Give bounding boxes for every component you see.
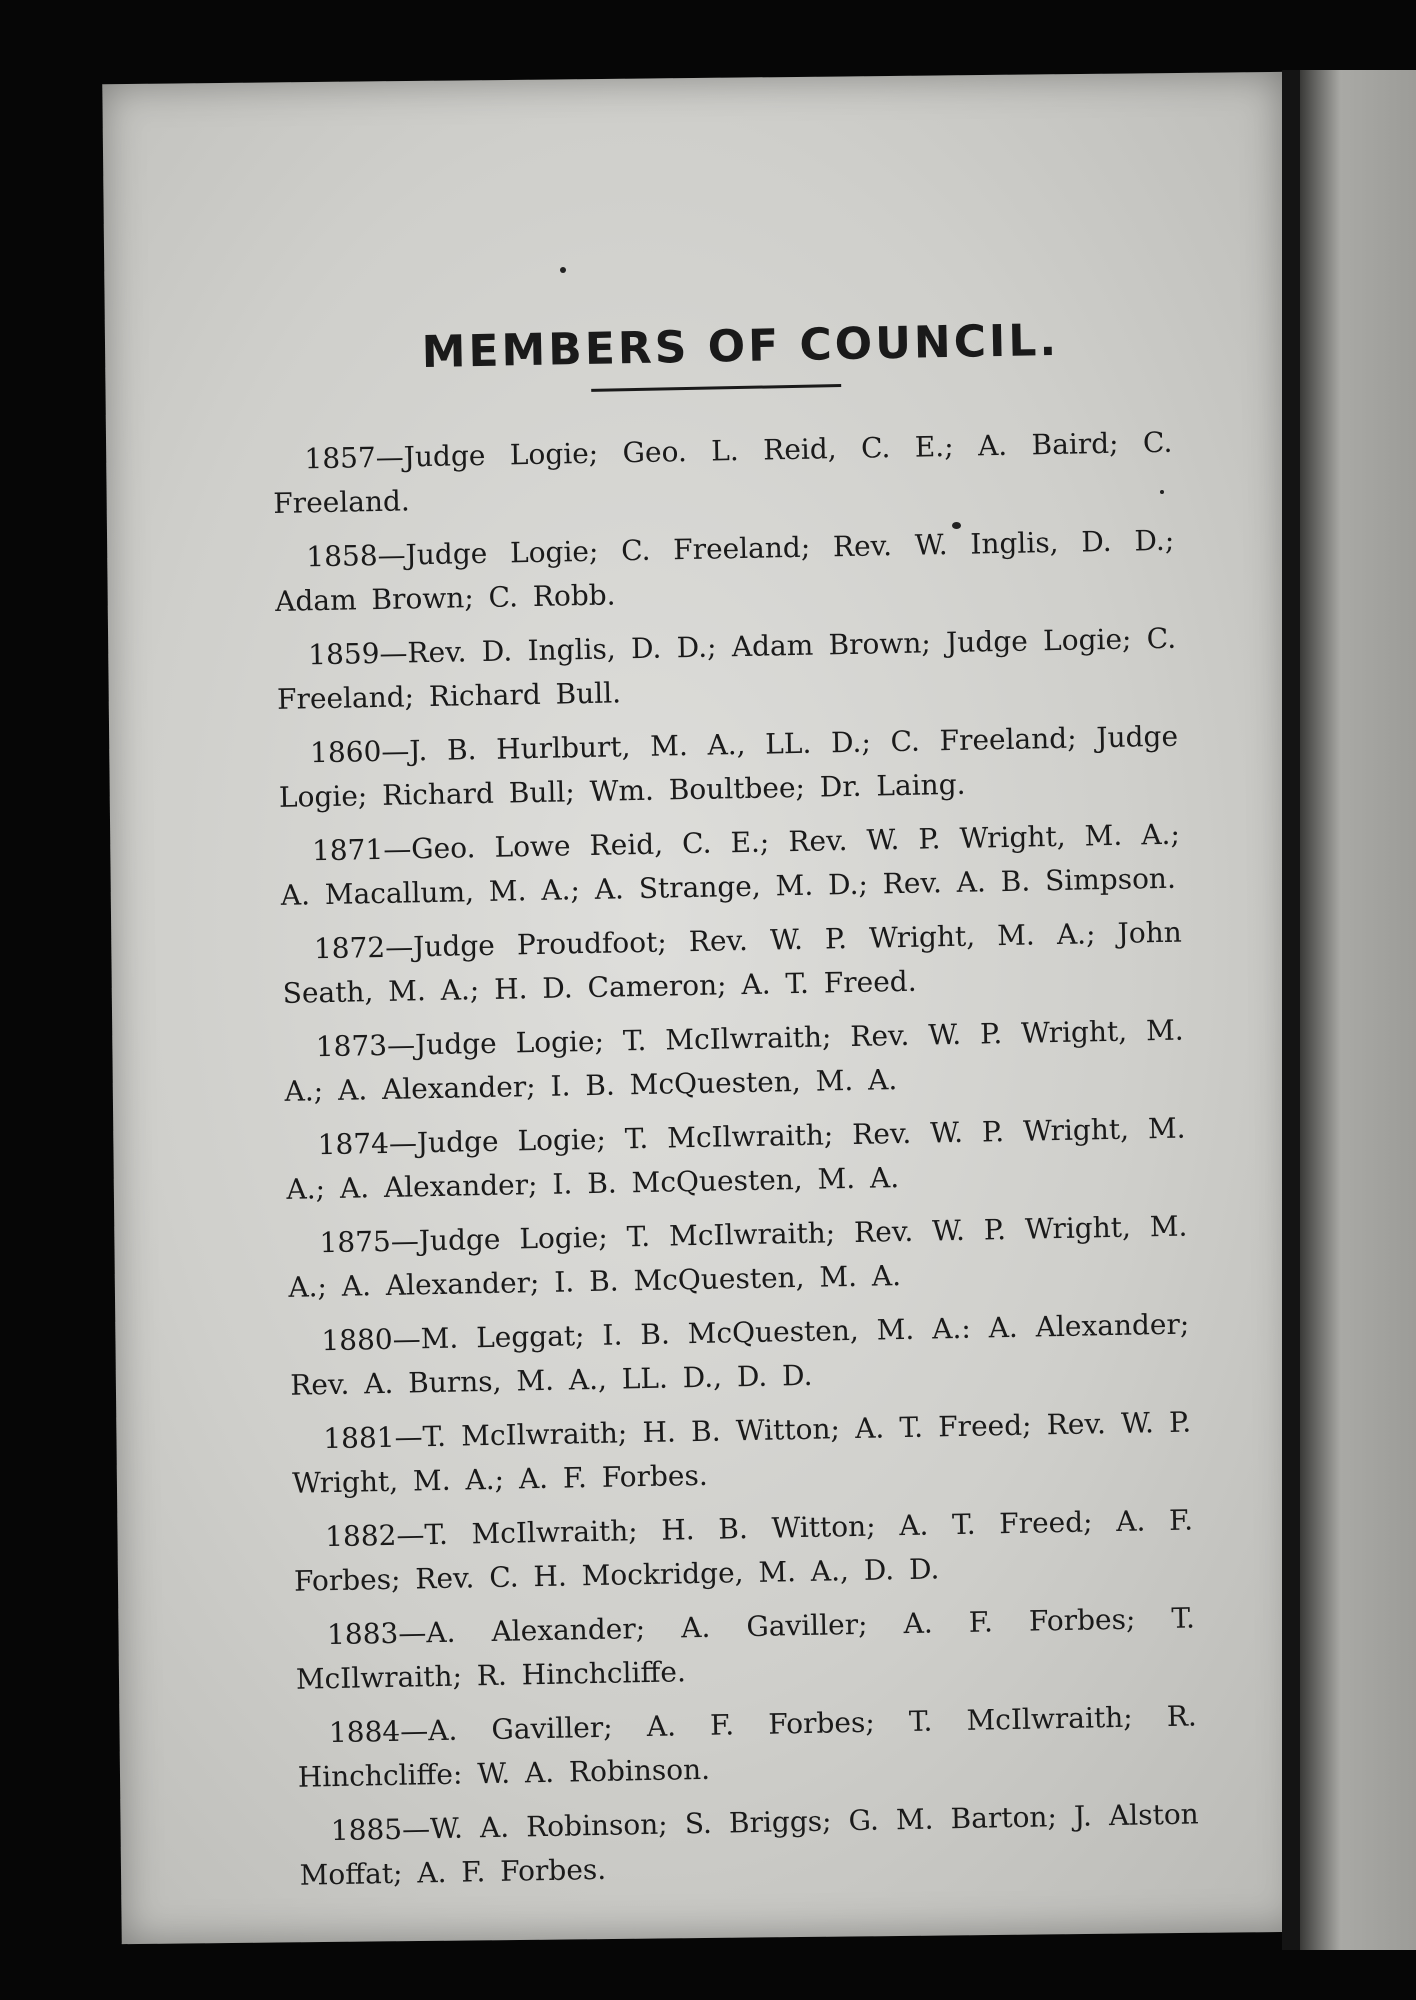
entry-members: M. Leggat; I. B. McQuesten, M. A.: A. Alexander; Rev. A. Burns, M. A., LL. D., D. D.	[289, 1307, 1190, 1402]
entry-year: 1884	[328, 1714, 401, 1750]
page-title: MEMBERS OF COUNCIL.	[421, 314, 1060, 379]
council-entry	[274, 519, 1176, 624]
council-entry	[295, 1596, 1197, 1701]
entry-dash: —	[396, 1518, 425, 1552]
entry-members: Judge Proudfoot; Rev. W. P. Wright, M. A.; John Seath, M. A.; H. D. Cameron; A. T. Freed.	[282, 915, 1183, 1010]
ink-speck	[560, 267, 566, 273]
entry-year: 1880	[321, 1322, 393, 1358]
page-content	[270, 313, 1200, 1908]
entry-year: 1873	[315, 1028, 388, 1064]
entry-members: Judge Logie; C. Freeland; Rev. W. Inglis, D. D.; Adam Brown; C. Robb.	[274, 523, 1175, 618]
entry-dash: —	[392, 1322, 421, 1356]
entry-members: Judge Logie; Geo. L. Reid, C. E.; A. Baird; C. Freeland.	[273, 425, 1173, 520]
entry-members: Geo. Lowe Reid, C. E.; Rev. W. P. Wright, M. A.; A. Macallum, M. A.; A. Strange, M. D.; Rev. A. B. Simpson.	[280, 817, 1181, 912]
entry-members: Rev. D. Inglis, D. D.; Adam Brown; Judge Logie; C. Freeland; Richard Bull.	[276, 621, 1177, 716]
entry-members: T. McIlwraith; H. B. Witton; A. T. Freed; Rev. W. P. Wright, M. A.; A. F. Forbes.	[291, 1405, 1192, 1500]
council-entry	[283, 1009, 1185, 1114]
entry-year: 1875	[319, 1224, 392, 1260]
council-entry	[281, 911, 1183, 1016]
entry-dash: —	[379, 636, 408, 670]
council-entry	[298, 1792, 1200, 1897]
entry-dash: —	[390, 1224, 420, 1258]
entry-members: W. A. Robinson; S. Briggs; G. M. Barton; J. Alston Moffat; A. F. Forbes.	[299, 1797, 1199, 1892]
council-entry	[280, 813, 1182, 918]
entry-dash: —	[401, 1812, 431, 1846]
entry-dash: —	[375, 440, 405, 474]
entry-year: 1885	[330, 1812, 403, 1848]
entry-members: Judge Logie; T. McIlwraith; Rev. W. P. Wright, M. A.; A. Alexander; I. B. McQuesten, M. A.	[288, 1209, 1188, 1304]
entry-dash: —	[384, 930, 414, 964]
entry-dash: —	[377, 538, 406, 572]
entry-year: 1874	[317, 1126, 390, 1162]
entry-year: 1882	[324, 1518, 397, 1554]
entry-year: 1871	[311, 832, 384, 868]
title-rule	[591, 384, 841, 392]
entry-year: 1860	[309, 734, 382, 770]
council-entry	[272, 421, 1174, 526]
council-entry	[278, 715, 1180, 820]
entry-dash: —	[381, 734, 410, 768]
facing-page-edge	[1300, 70, 1416, 1950]
entry-year: 1859	[307, 636, 380, 672]
entry-year: 1883	[326, 1616, 399, 1652]
entry-dash: —	[394, 1420, 423, 1454]
entry-members: Judge Logie; T. McIlwraith; Rev. W. P. Wright, M. A.; A. Alexander; I. B. McQuesten, M. A.	[286, 1111, 1186, 1206]
entry-members: J. B. Hurlburt, M. A., LL. D.; C. Freeland; Judge Logie; Richard Bull; Wm. Boultbee; Dr. Laing.	[278, 719, 1179, 814]
entry-year: 1858	[306, 538, 378, 574]
entry-dash: —	[386, 1028, 416, 1062]
council-list	[272, 421, 1200, 1898]
entry-dash: —	[397, 1616, 427, 1650]
council-entry	[297, 1694, 1199, 1799]
entry-dash: —	[382, 832, 412, 866]
council-entry	[276, 617, 1178, 722]
entry-members: A. Gaviller; A. F. Forbes; T. McIlwraith; R. Hinchcliffe: W. A. Robinson.	[297, 1699, 1198, 1794]
council-entry	[287, 1205, 1189, 1310]
council-entry	[289, 1303, 1191, 1408]
entry-year: 1872	[313, 930, 386, 966]
entry-year: 1857	[304, 440, 377, 476]
entry-members: Judge Logie; T. McIlwraith; Rev. W. P. Wright, M. A.; A. Alexander; I. B. McQuesten, M. A.	[284, 1013, 1184, 1108]
entry-members: T. McIlwraith; H. B. Witton; A. T. Freed; A. F. Forbes; Rev. C. H. Mockridge, M. A., D. D.	[293, 1503, 1194, 1598]
council-entry	[293, 1499, 1195, 1604]
council-entry	[285, 1107, 1187, 1212]
entry-members: A. Alexander; A. Gaviller; A. F. Forbes; T. McIlwraith; R. Hinchcliffe.	[295, 1601, 1196, 1696]
entry-dash: —	[388, 1126, 418, 1160]
entry-year: 1881	[322, 1420, 395, 1456]
entry-dash: —	[399, 1714, 429, 1748]
council-entry	[291, 1401, 1193, 1506]
page-gutter	[1282, 70, 1300, 1950]
